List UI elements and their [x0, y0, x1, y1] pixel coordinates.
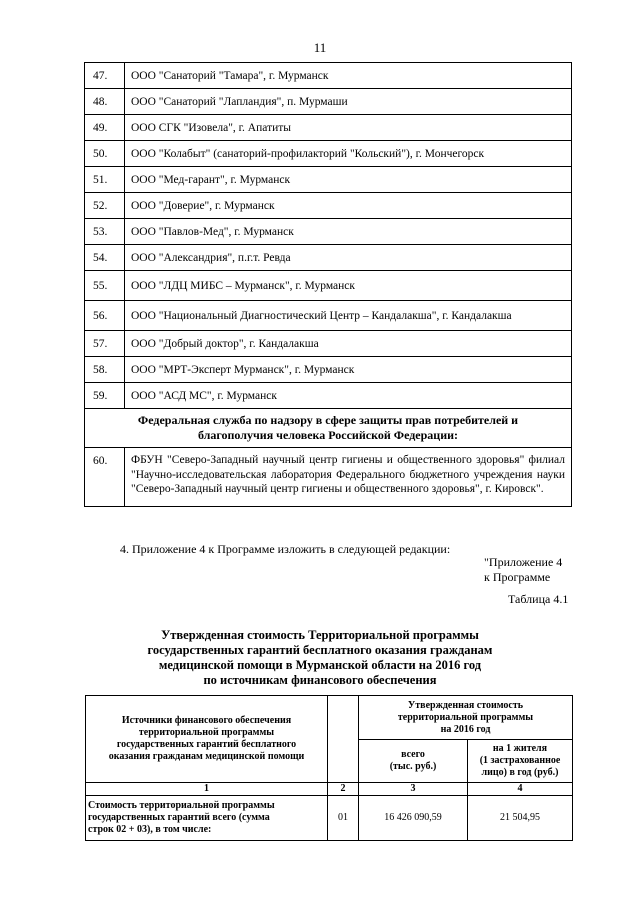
organization-name: ООО "Национальный Диагностический Центр – Кандалакша", г. Кандалакша — [125, 301, 572, 331]
organization-name: ООО "Добрый доктор", г. Кандалакша — [125, 331, 572, 357]
organization-name: ООО "МРТ-Эксперт Мурманск", г. Мурманск — [125, 357, 572, 383]
section-heading — [85, 409, 572, 448]
table-row — [85, 383, 572, 409]
header-row — [86, 696, 573, 740]
organization-name: ООО "Колабыт" (санаторий-профилакторий "Кольский"), г. Мончегорск — [125, 141, 572, 167]
heading-line: Утвержденная стоимость Территориальной программы — [161, 628, 479, 642]
annex-reference — [484, 555, 562, 585]
row-number: 54. — [85, 245, 125, 271]
header-line: территориальной программы — [397, 711, 534, 723]
table-row — [85, 219, 572, 245]
annex-line: "Приложение 4 — [484, 555, 563, 569]
header-line: на 1 жителя — [492, 743, 548, 754]
row-number: 59. — [85, 383, 125, 409]
code-header — [328, 696, 359, 783]
organization-name: ООО "Санаторий "Лапландия", п. Мурмаши — [125, 89, 572, 115]
table-row — [85, 193, 572, 219]
organizations-table — [84, 62, 572, 507]
header-line: (1 застрахованное — [479, 755, 561, 766]
table-row — [85, 115, 572, 141]
table-row — [85, 448, 572, 507]
row-number: 55. — [85, 271, 125, 301]
column-number: 2 — [328, 783, 359, 796]
table-row — [85, 271, 572, 301]
row-number: 49. — [85, 115, 125, 141]
row-per-capita: 21 504,95 — [468, 796, 573, 841]
header-line: на 2016 год — [440, 723, 491, 735]
header-line: всего — [401, 749, 425, 760]
annex-line: к Программе — [484, 570, 551, 584]
row-name-line: Стоимость территориальной программы — [88, 800, 275, 811]
row-number: 56. — [85, 301, 125, 331]
heading-line: медицинской помощи в Мурманской области на 2016 год — [158, 658, 482, 672]
table-row — [85, 245, 572, 271]
organization-name: ООО "Доверие", г. Мурманск — [125, 193, 572, 219]
header-line: (тыс. руб.) — [389, 761, 437, 772]
row-number: 47. — [85, 63, 125, 89]
row-code: 01 — [328, 796, 359, 841]
row-number: 50. — [85, 141, 125, 167]
page-number: 11 — [313, 40, 327, 55]
row-name-line: строк 02 + 03), в том числе: — [88, 824, 212, 835]
row-number: 48. — [85, 89, 125, 115]
row-number: 53. — [85, 219, 125, 245]
table-row — [85, 167, 572, 193]
organization-name: ООО "Павлов-Мед", г. Мурманск — [125, 219, 572, 245]
table-row — [85, 63, 572, 89]
row-number: 58. — [85, 357, 125, 383]
row-number: 51. — [85, 167, 125, 193]
header-line: Утвержденная стоимость — [407, 699, 524, 711]
header-line: лицо) в год (руб.) — [481, 767, 559, 778]
organization-name: ООО "Мед-гарант", г. Мурманск — [125, 167, 572, 193]
table-row — [85, 301, 572, 331]
amendment-paragraph: 4. Приложение 4 к Программе изложить в следующей редакции: — [120, 542, 451, 556]
organization-name: ООО СГК "Изовела", г. Апатиты — [125, 115, 572, 141]
table-row — [85, 331, 572, 357]
organization-name: ФБУН "Северо-Западный научный центр гигиены и общественного здоровья" филиал "Научно-исследовательская лаборатория Федерального бюджетного учреждения науки "Северо-Западный научный центр гигиены и общественного здоровья", г. Кировск". — [125, 448, 572, 507]
header-line: Источники финансового обеспечения — [121, 715, 292, 726]
row-name-line: государственных гарантий всего (сумма — [88, 812, 270, 823]
column-number: 3 — [359, 783, 468, 796]
row-number: 57. — [85, 331, 125, 357]
total-header — [359, 740, 468, 783]
section-heading-line: благополучия человека Российской Федерации: — [197, 428, 459, 442]
table-row — [85, 357, 572, 383]
header-line: территориальной программы — [138, 727, 275, 738]
table-row — [85, 89, 572, 115]
heading-line: государственных гарантий бесплатного оказания гражданам — [147, 643, 493, 657]
table-heading — [0, 628, 640, 688]
section-heading-row — [85, 409, 572, 448]
organization-name: ООО "Санаторий "Тамара", г. Мурманск — [125, 63, 572, 89]
row-number: 60. — [85, 448, 125, 507]
header-line: государственных гарантий бесплатного — [116, 739, 297, 750]
cost-table — [85, 695, 573, 841]
organization-name: ООО "Александрия", п.г.т. Ревда — [125, 245, 572, 271]
column-number: 4 — [468, 783, 573, 796]
approved-cost-header — [359, 696, 573, 740]
organization-name: ООО "ЛДЦ МИБС – Мурманск", г. Мурманск — [125, 271, 572, 301]
row-name — [86, 796, 328, 841]
row-number: 52. — [85, 193, 125, 219]
table-row — [85, 141, 572, 167]
table-row — [86, 796, 573, 841]
section-heading-line: Федеральная служба по надзору в сфере защиты прав потребителей и — [137, 413, 519, 427]
header-line: оказания гражданам медицинской помощи — [108, 751, 305, 762]
column-number: 1 — [86, 783, 328, 796]
column-numbers-row — [86, 783, 573, 796]
row-total: 16 426 090,59 — [359, 796, 468, 841]
organization-name: ООО "АСД МС", г. Мурманск — [125, 383, 572, 409]
table-caption: Таблица 4.1 — [508, 592, 569, 606]
heading-line: по источникам финансового обеспечения — [203, 673, 437, 687]
per-capita-header — [468, 740, 573, 783]
sources-header — [86, 696, 328, 783]
